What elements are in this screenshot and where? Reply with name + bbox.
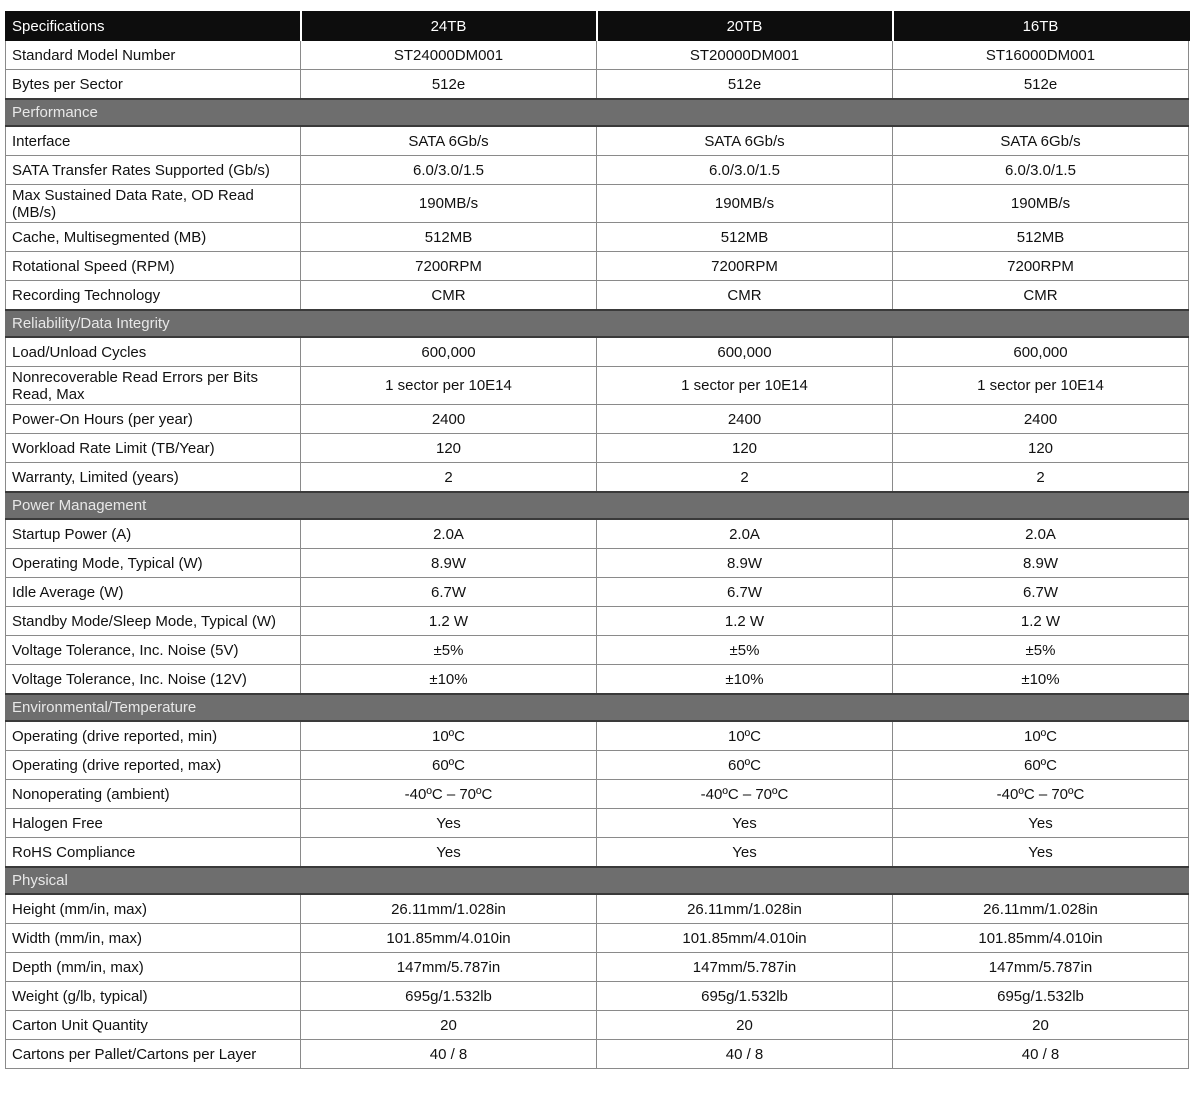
- spec-value-16tb: 2.0A: [893, 519, 1189, 549]
- spec-label-cartons-per-pallet-cartons-per-layer: Cartons per Pallet/Cartons per Layer: [6, 1040, 301, 1069]
- table-row: [6, 1040, 1189, 1069]
- section-title-reliability-data-integrity: Reliability/Data Integrity: [6, 310, 1189, 337]
- spec-value-24tb: 1.2 W: [301, 607, 597, 636]
- spec-label-warranty-limited-years: Warranty, Limited (years): [6, 463, 301, 493]
- spec-value-24tb: 600,000: [301, 337, 597, 367]
- spec-value-24tb: -40ºC – 70ºC: [301, 780, 597, 809]
- table-row: [6, 252, 1189, 281]
- spec-value-24tb: 6.0/3.0/1.5: [301, 156, 597, 185]
- spec-value-16tb: -40ºC – 70ºC: [893, 780, 1189, 809]
- spec-value-20tb: 6.0/3.0/1.5: [597, 156, 893, 185]
- table-row: [6, 636, 1189, 665]
- spec-value-16tb: 512e: [893, 70, 1189, 100]
- section-header: [6, 310, 1189, 337]
- spec-value-24tb: 190MB/s: [301, 185, 597, 223]
- spec-label-operating-drive-reported-max: Operating (drive reported, max): [6, 751, 301, 780]
- table-row: [6, 367, 1189, 405]
- header-model-16tb: 16TB: [893, 12, 1189, 41]
- spec-value-20tb: 60ºC: [597, 751, 893, 780]
- spec-value-24tb: 695g/1.532lb: [301, 982, 597, 1011]
- spec-value-16tb: 8.9W: [893, 549, 1189, 578]
- spec-value-20tb: 147mm/5.787in: [597, 953, 893, 982]
- spec-value-20tb: 1.2 W: [597, 607, 893, 636]
- spec-label-interface: Interface: [6, 126, 301, 156]
- spec-label-recording-technology: Recording Technology: [6, 281, 301, 311]
- spec-value-24tb: 7200RPM: [301, 252, 597, 281]
- spec-label-cache-multisegmented-mb: Cache, Multisegmented (MB): [6, 223, 301, 252]
- spec-value-20tb: Yes: [597, 838, 893, 868]
- spec-value-20tb: 6.7W: [597, 578, 893, 607]
- spec-value-20tb: CMR: [597, 281, 893, 311]
- spec-value-20tb: 1 sector per 10E14: [597, 367, 893, 405]
- spec-label-halogen-free: Halogen Free: [6, 809, 301, 838]
- spec-label-voltage-tolerance-inc-noise-5v: Voltage Tolerance, Inc. Noise (5V): [6, 636, 301, 665]
- spec-label-operating-mode-typical-w: Operating Mode, Typical (W): [6, 549, 301, 578]
- spec-value-20tb: 20: [597, 1011, 893, 1040]
- spec-value-24tb: 6.7W: [301, 578, 597, 607]
- spec-value-24tb: 40 / 8: [301, 1040, 597, 1069]
- table-row: [6, 126, 1189, 156]
- spec-value-24tb: SATA 6Gb/s: [301, 126, 597, 156]
- spec-value-20tb: 190MB/s: [597, 185, 893, 223]
- spec-label-load-unload-cycles: Load/Unload Cycles: [6, 337, 301, 367]
- table-row: [6, 894, 1189, 924]
- spec-value-24tb: 60ºC: [301, 751, 597, 780]
- spec-value-16tb: 6.0/3.0/1.5: [893, 156, 1189, 185]
- spec-label-standard-model-number: Standard Model Number: [6, 41, 301, 70]
- spec-label-nonrecoverable-read-errors-per-bits-read-max: Nonrecoverable Read Errors per Bits Read, Max: [6, 367, 301, 405]
- spec-value-20tb: 120: [597, 434, 893, 463]
- table-row: [6, 185, 1189, 223]
- spec-value-16tb: CMR: [893, 281, 1189, 311]
- spec-value-20tb: 26.11mm/1.028in: [597, 894, 893, 924]
- spec-value-24tb: 2400: [301, 405, 597, 434]
- spec-value-20tb: 8.9W: [597, 549, 893, 578]
- spec-value-16tb: 190MB/s: [893, 185, 1189, 223]
- spec-label-sata-transfer-rates-supported-gb-s: SATA Transfer Rates Supported (Gb/s): [6, 156, 301, 185]
- spec-label-nonoperating-ambient: Nonoperating (ambient): [6, 780, 301, 809]
- spec-value-16tb: Yes: [893, 809, 1189, 838]
- spec-value-16tb: 120: [893, 434, 1189, 463]
- spec-label-idle-average-w: Idle Average (W): [6, 578, 301, 607]
- spec-value-20tb: 10ºC: [597, 721, 893, 751]
- table-row: [6, 337, 1189, 367]
- spec-value-16tb: 26.11mm/1.028in: [893, 894, 1189, 924]
- spec-label-standby-mode-sleep-mode-typical-w: Standby Mode/Sleep Mode, Typical (W): [6, 607, 301, 636]
- table-row: [6, 281, 1189, 311]
- table-row: [6, 405, 1189, 434]
- spec-value-16tb: 60ºC: [893, 751, 1189, 780]
- spec-label-height-mm-in-max: Height (mm/in, max): [6, 894, 301, 924]
- spec-value-20tb: 7200RPM: [597, 252, 893, 281]
- spec-value-20tb: ±10%: [597, 665, 893, 695]
- spec-value-24tb: CMR: [301, 281, 597, 311]
- spec-value-20tb: ST20000DM001: [597, 41, 893, 70]
- spec-value-16tb: 10ºC: [893, 721, 1189, 751]
- spec-label-bytes-per-sector: Bytes per Sector: [6, 70, 301, 100]
- spec-table: [5, 11, 1190, 1069]
- spec-label-operating-drive-reported-min: Operating (drive reported, min): [6, 721, 301, 751]
- spec-value-20tb: 512MB: [597, 223, 893, 252]
- spec-label-rohs-compliance: RoHS Compliance: [6, 838, 301, 868]
- spec-value-24tb: 8.9W: [301, 549, 597, 578]
- table-row: [6, 838, 1189, 868]
- spec-value-20tb: SATA 6Gb/s: [597, 126, 893, 156]
- table-row: [6, 434, 1189, 463]
- spec-value-16tb: 40 / 8: [893, 1040, 1189, 1069]
- spec-value-16tb: ±10%: [893, 665, 1189, 695]
- table-row: [6, 549, 1189, 578]
- table-row: [6, 607, 1189, 636]
- spec-value-20tb: 512e: [597, 70, 893, 100]
- spec-label-power-on-hours-per-year: Power-On Hours (per year): [6, 405, 301, 434]
- spec-value-20tb: ±5%: [597, 636, 893, 665]
- spec-value-16tb: 695g/1.532lb: [893, 982, 1189, 1011]
- table-row: [6, 519, 1189, 549]
- spec-value-16tb: 6.7W: [893, 578, 1189, 607]
- spec-value-24tb: 1 sector per 10E14: [301, 367, 597, 405]
- spec-label-carton-unit-quantity: Carton Unit Quantity: [6, 1011, 301, 1040]
- table-row: [6, 721, 1189, 751]
- spec-value-24tb: 20: [301, 1011, 597, 1040]
- spec-value-24tb: ±10%: [301, 665, 597, 695]
- spec-value-24tb: 512e: [301, 70, 597, 100]
- spec-value-16tb: 1.2 W: [893, 607, 1189, 636]
- section-title-power-management: Power Management: [6, 492, 1189, 519]
- spec-value-16tb: ±5%: [893, 636, 1189, 665]
- table-row: [6, 982, 1189, 1011]
- section-title-physical: Physical: [6, 867, 1189, 894]
- spec-value-16tb: 600,000: [893, 337, 1189, 367]
- spec-value-24tb: Yes: [301, 838, 597, 868]
- table-row: [6, 156, 1189, 185]
- header-model-24tb: 24TB: [301, 12, 597, 41]
- spec-label-max-sustained-data-rate-od-read-mb-s: Max Sustained Data Rate, OD Read (MB/s): [6, 185, 301, 223]
- table-row: [6, 41, 1189, 70]
- spec-value-24tb: 147mm/5.787in: [301, 953, 597, 982]
- spec-value-16tb: ST16000DM001: [893, 41, 1189, 70]
- table-row: [6, 70, 1189, 100]
- spec-label-depth-mm-in-max: Depth (mm/in, max): [6, 953, 301, 982]
- spec-value-24tb: 101.85mm/4.010in: [301, 924, 597, 953]
- table-row: [6, 223, 1189, 252]
- spec-value-24tb: 2.0A: [301, 519, 597, 549]
- spec-value-16tb: 7200RPM: [893, 252, 1189, 281]
- header-model-20tb: 20TB: [597, 12, 893, 41]
- table-row: [6, 780, 1189, 809]
- spec-value-16tb: 512MB: [893, 223, 1189, 252]
- spec-value-20tb: Yes: [597, 809, 893, 838]
- spec-value-24tb: ST24000DM001: [301, 41, 597, 70]
- table-row: [6, 463, 1189, 493]
- table-row: [6, 665, 1189, 695]
- spec-label-workload-rate-limit-tb-year: Workload Rate Limit (TB/Year): [6, 434, 301, 463]
- spec-value-16tb: 20: [893, 1011, 1189, 1040]
- table-row: [6, 953, 1189, 982]
- spec-value-24tb: ±5%: [301, 636, 597, 665]
- spec-value-24tb: Yes: [301, 809, 597, 838]
- spec-value-16tb: 2: [893, 463, 1189, 493]
- section-title-environmental-temperature: Environmental/Temperature: [6, 694, 1189, 721]
- section-header: [6, 492, 1189, 519]
- spec-value-16tb: Yes: [893, 838, 1189, 868]
- spec-label-width-mm-in-max: Width (mm/in, max): [6, 924, 301, 953]
- spec-value-20tb: 695g/1.532lb: [597, 982, 893, 1011]
- header-specifications: Specifications: [6, 12, 301, 41]
- spec-value-24tb: 10ºC: [301, 721, 597, 751]
- table-row: [6, 578, 1189, 607]
- spec-value-24tb: 120: [301, 434, 597, 463]
- table-header-row: [6, 12, 1189, 41]
- section-header: [6, 99, 1189, 126]
- section-header: [6, 694, 1189, 721]
- spec-value-20tb: 101.85mm/4.010in: [597, 924, 893, 953]
- spec-value-16tb: SATA 6Gb/s: [893, 126, 1189, 156]
- spec-label-startup-power-a: Startup Power (A): [6, 519, 301, 549]
- spec-value-16tb: 2400: [893, 405, 1189, 434]
- spec-value-16tb: 147mm/5.787in: [893, 953, 1189, 982]
- spec-value-20tb: 40 / 8: [597, 1040, 893, 1069]
- spec-value-20tb: 2: [597, 463, 893, 493]
- spec-label-weight-g-lb-typical: Weight (g/lb, typical): [6, 982, 301, 1011]
- spec-label-rotational-speed-rpm: Rotational Speed (RPM): [6, 252, 301, 281]
- spec-value-20tb: -40ºC – 70ºC: [597, 780, 893, 809]
- spec-value-24tb: 26.11mm/1.028in: [301, 894, 597, 924]
- table-row: [6, 1011, 1189, 1040]
- spec-value-20tb: 600,000: [597, 337, 893, 367]
- spec-label-voltage-tolerance-inc-noise-12v: Voltage Tolerance, Inc. Noise (12V): [6, 665, 301, 695]
- table-row: [6, 809, 1189, 838]
- spec-value-24tb: 2: [301, 463, 597, 493]
- spec-value-16tb: 101.85mm/4.010in: [893, 924, 1189, 953]
- spec-body: [6, 41, 1189, 1069]
- table-row: [6, 924, 1189, 953]
- section-title-performance: Performance: [6, 99, 1189, 126]
- spec-value-20tb: 2.0A: [597, 519, 893, 549]
- section-header: [6, 867, 1189, 894]
- spec-value-20tb: 2400: [597, 405, 893, 434]
- spec-value-24tb: 512MB: [301, 223, 597, 252]
- table-row: [6, 751, 1189, 780]
- spec-value-16tb: 1 sector per 10E14: [893, 367, 1189, 405]
